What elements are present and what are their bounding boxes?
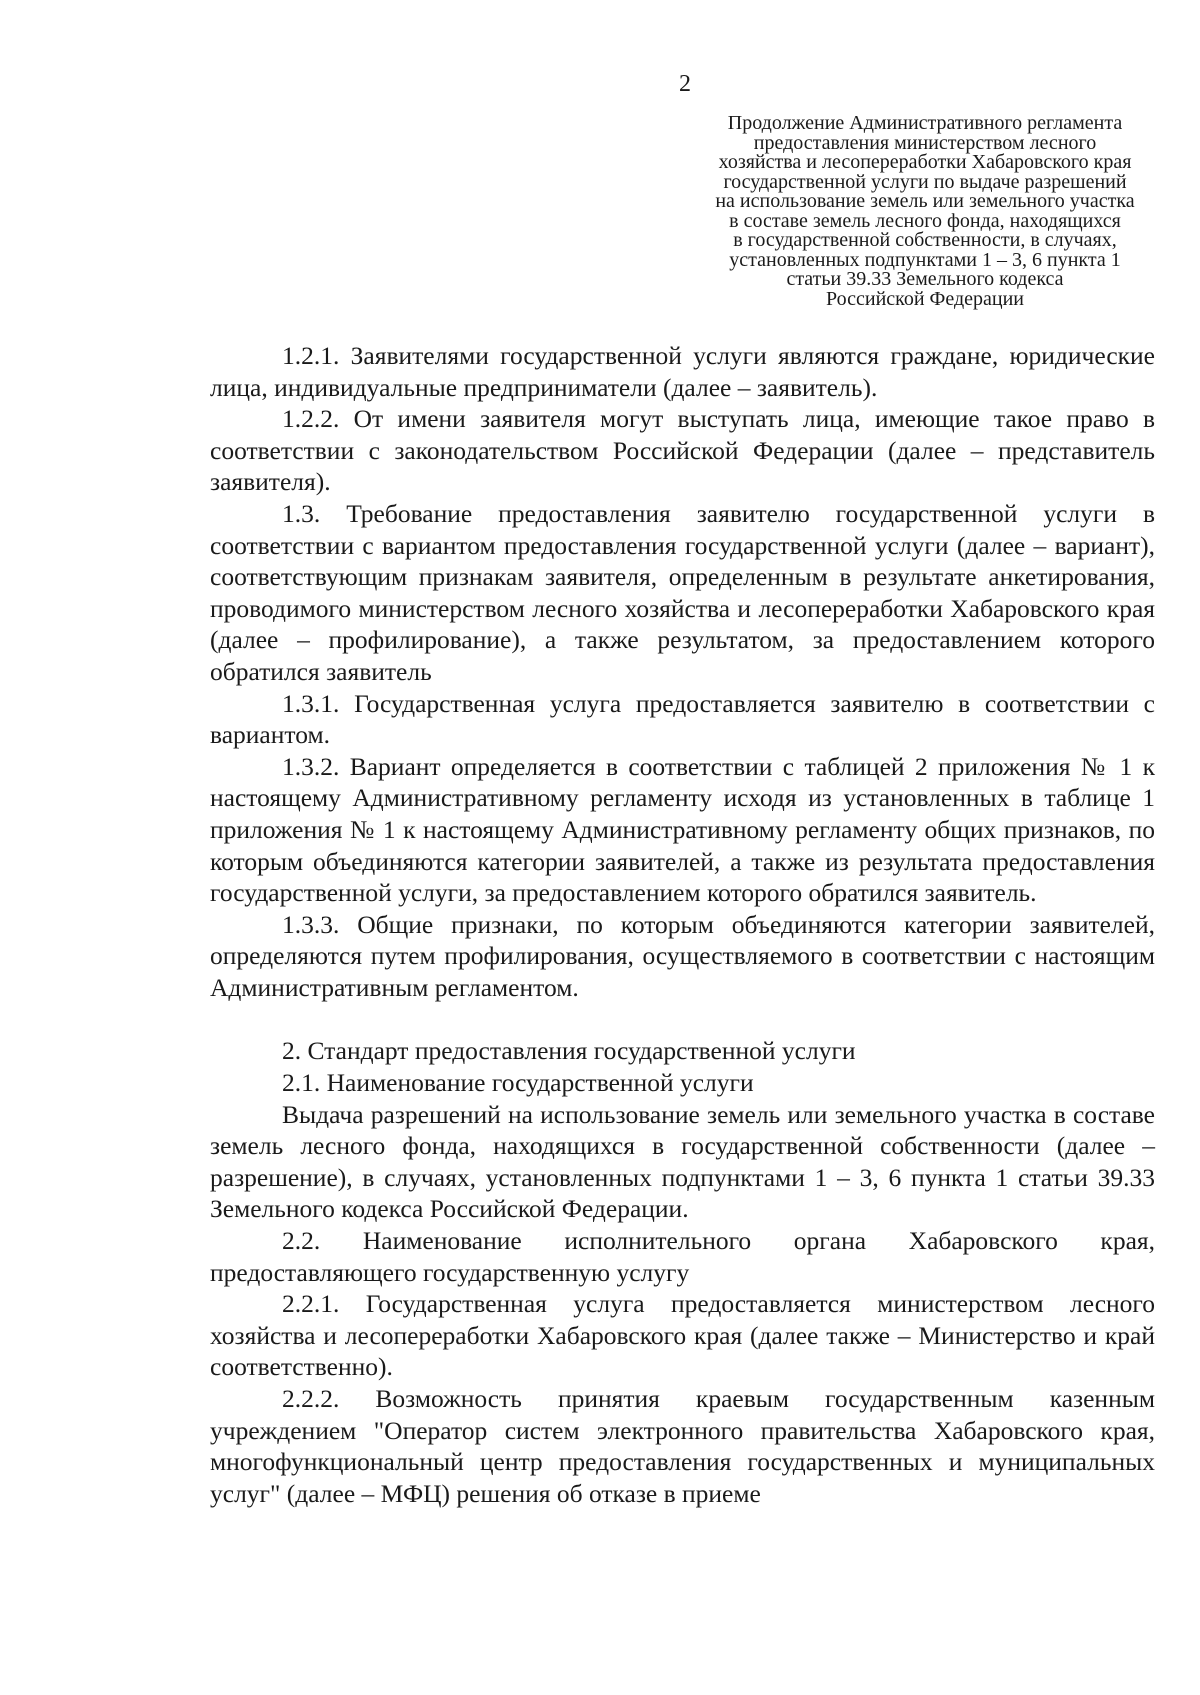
paragraph-2-1-text: Выдача разрешений на использование земель или земельного участка в составе земель лесного фонда, находящихся в государственной собственности (далее – разрешение), в случаях, установленных подпунктами 1 – 3, 6 пункта 1 статьи 39.33 Земельного кодекса Российской Федерации. — [210, 1099, 1155, 1224]
header-line: предоставления министерством лесного — [753, 131, 1097, 154]
paragraph-2-2-2: 2.2.2. Возможность принятия краевым государственным казенным учреждением "Оператор систем электронного правительства Хабаровского края, многофункциональный центр предоставления государственных и муниципальных услуг" (далее – МФЦ) решения об отказе в приеме — [210, 1384, 1155, 1508]
page-number: 2 — [679, 71, 691, 97]
header-line: Продолжение Административного регламента — [727, 112, 1123, 134]
subsection-heading-2-1: 2.1. Наименование государственной услуги — [282, 1068, 754, 1098]
section-heading-2: 2. Стандарт предоставления государственной услуги — [282, 1036, 856, 1066]
paragraph-1-3: 1.3. Требование предоставления заявителю государственной услуги в соответствии с вариантом предоставления государственной услуги (далее – вариант), соответствующим признакам заявителя, определенным в результате анкетирования, проводимого министерством лесного хозяйства и лесопереработки Хабаровского края (далее – профилирование), а также результатом, за предоставлением которого обратился заявитель — [210, 498, 1155, 686]
header-line: в государственной собственности, в случаях, — [733, 229, 1117, 251]
paragraph-1-3-2: 1.3.2. Вариант определяется в соответствии с таблицей 2 приложения № 1 к настоящему Административному регламенту исходя из установленных в таблице 1 приложения № 1 к настоящему Административному регламенту общих признаков, по которым объединяются категории заявителей, а также из результата предоставления государственной услуги, за предоставлением которого обратился заявитель. — [210, 751, 1155, 908]
paragraph-1-2-1: 1.2.1. Заявителями государственной услуги являются граждане, юридические лица, индивидуальные предприниматели (далее – заявитель). — [210, 341, 1155, 402]
header-line: в составе земель лесного фонда, находящихся — [729, 209, 1121, 232]
header-line: государственной услуги по выдаче разрешений — [723, 170, 1127, 193]
header-line: хозяйства и лесопереработки Хабаровского края — [718, 151, 1132, 173]
document-body — [210, 340, 1155, 1509]
section-spacer — [210, 1003, 1155, 1035]
header-line: установленных подпунктами 1 – 3, 6 пункта 1 — [729, 248, 1121, 271]
header-line: Российской Федерации — [825, 287, 1025, 310]
header-line: на использование земель или земельного участка — [715, 190, 1135, 212]
paragraph-1-3-1: 1.3.1. Государственная услуга предоставляется заявителю в соответствии с вариантом. — [210, 688, 1155, 750]
paragraph-1-3-3: 1.3.3. Общие признаки, по которым объединяются категории заявителей, определяются путем профилирования, осуществляемого в соответствии с настоящим Административным регламентом. — [210, 909, 1155, 1002]
paragraph-2-2-1: 2.2.1. Государственная услуга предоставляется министерством лесного хозяйства и лесопереработки Хабаровского края (далее также – Министерство и край соответственно). — [210, 1289, 1155, 1382]
regulation-header — [640, 114, 1200, 309]
paragraph-1-2-2: 1.2.2. От имени заявителя могут выступать лица, имеющие такое право в соответствии с законодательством Российской Федерации (далее – представитель заявителя). — [210, 404, 1155, 497]
paragraph-2-2: 2.2. Наименование исполнительного органа Хабаровского края, предоставляющего государственную услугу — [210, 1226, 1155, 1287]
header-line: статьи 39.33 Земельного кодекса — [786, 268, 1064, 290]
